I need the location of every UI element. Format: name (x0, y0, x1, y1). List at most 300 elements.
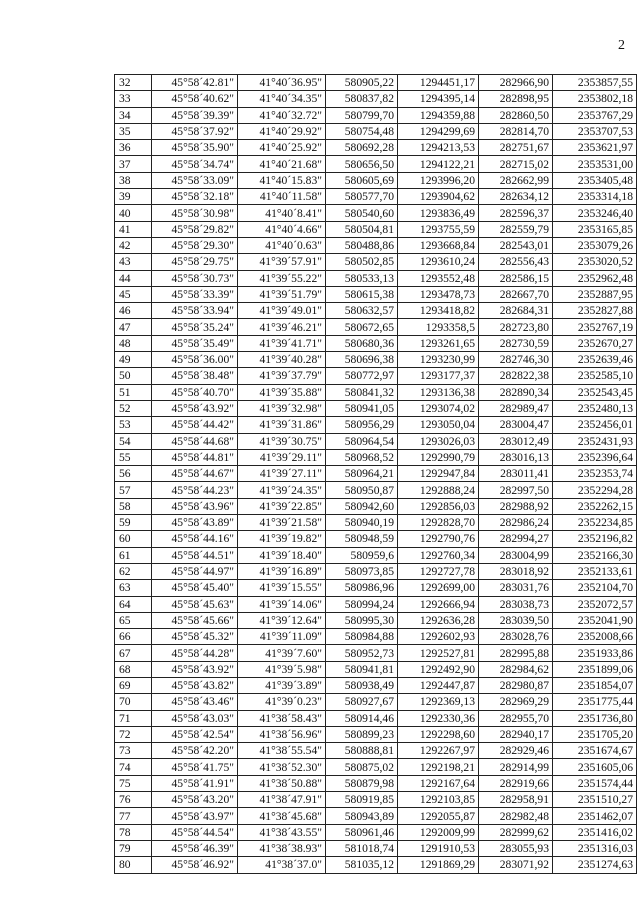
latitude-cell: 45°58´46.92" (152, 857, 238, 873)
table-row (115, 368, 637, 384)
y2-coordinate-cell: 2352585,10 (553, 368, 637, 384)
y-coordinate-cell: 1292167,64 (398, 775, 479, 791)
point-number-cell: 36 (115, 140, 152, 156)
y-coordinate-cell: 1292103,85 (398, 792, 479, 808)
point-number-cell: 75 (115, 775, 152, 791)
x2-coordinate-cell: 282919,66 (479, 775, 553, 791)
x2-coordinate-cell: 282730,59 (479, 335, 553, 351)
latitude-cell: 45°58´39.39" (152, 107, 238, 123)
x2-coordinate-cell: 282980,87 (479, 677, 553, 693)
latitude-cell: 45°58´29.82" (152, 221, 238, 237)
table-row (115, 107, 637, 123)
longitude-cell: 41°39´30.75" (238, 433, 326, 449)
latitude-cell: 45°58´40.62" (152, 91, 238, 107)
latitude-cell: 45°58´45.40" (152, 580, 238, 596)
x2-coordinate-cell: 282684,31 (479, 303, 553, 319)
point-number-cell: 42 (115, 237, 152, 253)
longitude-cell: 41°40´0.63" (238, 237, 326, 253)
table-row (115, 466, 637, 482)
y2-coordinate-cell: 2352767,19 (553, 319, 637, 335)
longitude-cell: 41°40´11.58" (238, 189, 326, 205)
x2-coordinate-cell: 282814,70 (479, 123, 553, 139)
x-coordinate-cell: 580656,50 (326, 156, 398, 172)
table-row (115, 319, 637, 335)
x2-coordinate-cell: 283071,92 (479, 857, 553, 873)
x2-coordinate-cell: 282751,67 (479, 140, 553, 156)
x-coordinate-cell: 580968,52 (326, 449, 398, 465)
y2-coordinate-cell: 2351899,06 (553, 661, 637, 677)
point-number-cell: 64 (115, 596, 152, 612)
x-coordinate-cell: 580943,89 (326, 808, 398, 824)
y-coordinate-cell: 1293230,99 (398, 352, 479, 368)
y-coordinate-cell: 1293836,49 (398, 205, 479, 221)
longitude-cell: 41°39´3.89" (238, 677, 326, 693)
x-coordinate-cell: 580994,24 (326, 596, 398, 612)
point-number-cell: 68 (115, 661, 152, 677)
longitude-cell: 41°39´19.82" (238, 531, 326, 547)
point-number-cell: 78 (115, 824, 152, 840)
longitude-cell: 41°38´47.91" (238, 792, 326, 808)
latitude-cell: 45°58´44.67" (152, 466, 238, 482)
x-coordinate-cell: 580940,19 (326, 515, 398, 531)
y-coordinate-cell: 1292699,00 (398, 580, 479, 596)
latitude-cell: 45°58´37.92" (152, 123, 238, 139)
y-coordinate-cell: 1293136,38 (398, 384, 479, 400)
y2-coordinate-cell: 2352431,93 (553, 433, 637, 449)
longitude-cell: 41°40´29.92" (238, 123, 326, 139)
latitude-cell: 45°58´33.09" (152, 172, 238, 188)
y2-coordinate-cell: 2352887,95 (553, 286, 637, 302)
table-row (115, 645, 637, 661)
x2-coordinate-cell: 282634,12 (479, 189, 553, 205)
longitude-cell: 41°39´35.88" (238, 384, 326, 400)
y2-coordinate-cell: 2353621,97 (553, 140, 637, 156)
table-row (115, 482, 637, 498)
table-row (115, 237, 637, 253)
x2-coordinate-cell: 282966,90 (479, 75, 553, 91)
latitude-cell: 45°58´44.16" (152, 531, 238, 547)
table-row (115, 759, 637, 775)
longitude-cell: 41°39´22.85" (238, 498, 326, 514)
table-row (115, 270, 637, 286)
x-coordinate-cell: 580605,69 (326, 172, 398, 188)
x-coordinate-cell: 580672,65 (326, 319, 398, 335)
y2-coordinate-cell: 2352262,15 (553, 498, 637, 514)
x-coordinate-cell: 580502,85 (326, 254, 398, 270)
table-row (115, 172, 637, 188)
y2-coordinate-cell: 2352456,01 (553, 417, 637, 433)
y-coordinate-cell: 1292330,36 (398, 710, 479, 726)
y-coordinate-cell: 1293610,24 (398, 254, 479, 270)
table-row (115, 840, 637, 856)
table-row (115, 156, 637, 172)
table-row (115, 205, 637, 221)
latitude-cell: 45°58´44.68" (152, 433, 238, 449)
table-row (115, 857, 637, 873)
y-coordinate-cell: 1294213,53 (398, 140, 479, 156)
longitude-cell: 41°39´32.98" (238, 400, 326, 416)
x2-coordinate-cell: 282994,27 (479, 531, 553, 547)
y-coordinate-cell: 1294395,14 (398, 91, 479, 107)
x-coordinate-cell: 580577,70 (326, 189, 398, 205)
x-coordinate-cell: 580941,81 (326, 661, 398, 677)
x-coordinate-cell: 580841,32 (326, 384, 398, 400)
longitude-cell: 41°38´58.43" (238, 710, 326, 726)
point-number-cell: 72 (115, 726, 152, 742)
x-coordinate-cell: 580799,70 (326, 107, 398, 123)
x2-coordinate-cell: 282988,92 (479, 498, 553, 514)
y2-coordinate-cell: 2353767,29 (553, 107, 637, 123)
x2-coordinate-cell: 283055,93 (479, 840, 553, 856)
latitude-cell: 45°58´29.30" (152, 237, 238, 253)
longitude-cell: 41°40´25.92" (238, 140, 326, 156)
y-coordinate-cell: 1291869,29 (398, 857, 479, 873)
x-coordinate-cell: 580914,46 (326, 710, 398, 726)
y-coordinate-cell: 1292009,99 (398, 824, 479, 840)
y2-coordinate-cell: 2352543,45 (553, 384, 637, 400)
longitude-cell: 41°40´32.72" (238, 107, 326, 123)
point-number-cell: 44 (115, 270, 152, 286)
x-coordinate-cell: 580959,6 (326, 547, 398, 563)
latitude-cell: 45°58´44.23" (152, 482, 238, 498)
x2-coordinate-cell: 283018,92 (479, 563, 553, 579)
y-coordinate-cell: 1293755,59 (398, 221, 479, 237)
latitude-cell: 45°58´43.89" (152, 515, 238, 531)
table-row (115, 352, 637, 368)
y-coordinate-cell: 1293026,03 (398, 433, 479, 449)
latitude-cell: 45°58´45.66" (152, 612, 238, 628)
latitude-cell: 45°58´35.24" (152, 319, 238, 335)
latitude-cell: 45°58´29.75" (152, 254, 238, 270)
point-number-cell: 67 (115, 645, 152, 661)
longitude-cell: 41°38´38.93" (238, 840, 326, 856)
x2-coordinate-cell: 282662,99 (479, 172, 553, 188)
x-coordinate-cell: 580950,87 (326, 482, 398, 498)
y2-coordinate-cell: 2352670,27 (553, 335, 637, 351)
x2-coordinate-cell: 282746,30 (479, 352, 553, 368)
table-row (115, 612, 637, 628)
table-row (115, 400, 637, 416)
x2-coordinate-cell: 282860,50 (479, 107, 553, 123)
x-coordinate-cell: 580986,96 (326, 580, 398, 596)
y2-coordinate-cell: 2352041,90 (553, 612, 637, 628)
table-row (115, 596, 637, 612)
x-coordinate-cell: 580879,98 (326, 775, 398, 791)
point-number-cell: 59 (115, 515, 152, 531)
y-coordinate-cell: 1292602,93 (398, 629, 479, 645)
longitude-cell: 41°39´15.55" (238, 580, 326, 596)
y2-coordinate-cell: 2352166,30 (553, 547, 637, 563)
latitude-cell: 45°58´44.42" (152, 417, 238, 433)
point-number-cell: 66 (115, 629, 152, 645)
x2-coordinate-cell: 283039,50 (479, 612, 553, 628)
longitude-cell: 41°39´0.23" (238, 694, 326, 710)
point-number-cell: 53 (115, 417, 152, 433)
longitude-cell: 41°38´52.30" (238, 759, 326, 775)
longitude-cell: 41°39´57.91" (238, 254, 326, 270)
point-number-cell: 40 (115, 205, 152, 221)
y2-coordinate-cell: 2352234,85 (553, 515, 637, 531)
longitude-cell: 41°39´51.79" (238, 286, 326, 302)
y2-coordinate-cell: 2353405,48 (553, 172, 637, 188)
x2-coordinate-cell: 282890,34 (479, 384, 553, 400)
y-coordinate-cell: 1294359,88 (398, 107, 479, 123)
longitude-cell: 41°39´40.28" (238, 352, 326, 368)
x2-coordinate-cell: 282586,15 (479, 270, 553, 286)
y-coordinate-cell: 1293552,48 (398, 270, 479, 286)
x2-coordinate-cell: 282559,79 (479, 221, 553, 237)
point-number-cell: 77 (115, 808, 152, 824)
point-number-cell: 63 (115, 580, 152, 596)
x-coordinate-cell: 580533,13 (326, 270, 398, 286)
x-coordinate-cell: 580540,60 (326, 205, 398, 221)
y2-coordinate-cell: 2351705,20 (553, 726, 637, 742)
x2-coordinate-cell: 282556,43 (479, 254, 553, 270)
x-coordinate-cell: 580888,81 (326, 743, 398, 759)
longitude-cell: 41°39´37.79" (238, 368, 326, 384)
y-coordinate-cell: 1293261,65 (398, 335, 479, 351)
latitude-cell: 45°58´43.97" (152, 808, 238, 824)
y2-coordinate-cell: 2352072,57 (553, 596, 637, 612)
x2-coordinate-cell: 282984,62 (479, 661, 553, 677)
latitude-cell: 45°58´41.91" (152, 775, 238, 791)
y-coordinate-cell: 1292790,76 (398, 531, 479, 547)
coordinates-table (114, 74, 637, 874)
point-number-cell: 34 (115, 107, 152, 123)
point-number-cell: 73 (115, 743, 152, 759)
point-number-cell: 61 (115, 547, 152, 563)
latitude-cell: 45°58´42.81" (152, 75, 238, 91)
page-number: 2 (618, 38, 625, 53)
x-coordinate-cell: 580964,21 (326, 466, 398, 482)
point-number-cell: 47 (115, 319, 152, 335)
point-number-cell: 79 (115, 840, 152, 856)
table-row (115, 140, 637, 156)
table-row (115, 91, 637, 107)
latitude-cell: 45°58´43.03" (152, 710, 238, 726)
x2-coordinate-cell: 283004,99 (479, 547, 553, 563)
y2-coordinate-cell: 2352480,13 (553, 400, 637, 416)
table-row (115, 661, 637, 677)
y-coordinate-cell: 1293996,20 (398, 172, 479, 188)
longitude-cell: 41°38´50.88" (238, 775, 326, 791)
latitude-cell: 45°58´43.92" (152, 661, 238, 677)
x-coordinate-cell: 581018,74 (326, 840, 398, 856)
table-row (115, 531, 637, 547)
y2-coordinate-cell: 2352353,74 (553, 466, 637, 482)
latitude-cell: 45°58´43.82" (152, 677, 238, 693)
x-coordinate-cell: 580754,48 (326, 123, 398, 139)
latitude-cell: 45°58´43.96" (152, 498, 238, 514)
x-coordinate-cell: 580680,36 (326, 335, 398, 351)
x-coordinate-cell: 580696,38 (326, 352, 398, 368)
longitude-cell: 41°40´34.35" (238, 91, 326, 107)
table-row (115, 335, 637, 351)
longitude-cell: 41°40´4.66" (238, 221, 326, 237)
table-row (115, 743, 637, 759)
table-row (115, 808, 637, 824)
x2-coordinate-cell: 283016,13 (479, 449, 553, 465)
point-number-cell: 70 (115, 694, 152, 710)
x-coordinate-cell: 580692,28 (326, 140, 398, 156)
latitude-cell: 45°58´41.75" (152, 759, 238, 775)
longitude-cell: 41°39´21.58" (238, 515, 326, 531)
longitude-cell: 41°39´7.60" (238, 645, 326, 661)
latitude-cell: 45°58´45.32" (152, 629, 238, 645)
y-coordinate-cell: 1294122,21 (398, 156, 479, 172)
y-coordinate-cell: 1292369,13 (398, 694, 479, 710)
latitude-cell: 45°58´43.20" (152, 792, 238, 808)
y2-coordinate-cell: 2353531,00 (553, 156, 637, 172)
latitude-cell: 45°58´30.73" (152, 270, 238, 286)
y-coordinate-cell: 1292947,84 (398, 466, 479, 482)
x-coordinate-cell: 580615,38 (326, 286, 398, 302)
y2-coordinate-cell: 2351775,44 (553, 694, 637, 710)
y-coordinate-cell: 1292990,79 (398, 449, 479, 465)
point-number-cell: 69 (115, 677, 152, 693)
x2-coordinate-cell: 283028,76 (479, 629, 553, 645)
table-row (115, 123, 637, 139)
latitude-cell: 45°58´42.54" (152, 726, 238, 742)
point-number-cell: 49 (115, 352, 152, 368)
point-number-cell: 48 (115, 335, 152, 351)
x-coordinate-cell: 580837,82 (326, 91, 398, 107)
y2-coordinate-cell: 2352962,48 (553, 270, 637, 286)
longitude-cell: 41°39´12.64" (238, 612, 326, 628)
y-coordinate-cell: 1292828,70 (398, 515, 479, 531)
longitude-cell: 41°38´37.0" (238, 857, 326, 873)
x-coordinate-cell: 580875,02 (326, 759, 398, 775)
x2-coordinate-cell: 282999,62 (479, 824, 553, 840)
y-coordinate-cell: 1293418,82 (398, 303, 479, 319)
y-coordinate-cell: 1293050,04 (398, 417, 479, 433)
y-coordinate-cell: 1292888,24 (398, 482, 479, 498)
y-coordinate-cell: 1292298,60 (398, 726, 479, 742)
point-number-cell: 57 (115, 482, 152, 498)
longitude-cell: 41°39´16.89" (238, 563, 326, 579)
y2-coordinate-cell: 2352294,28 (553, 482, 637, 498)
point-number-cell: 38 (115, 172, 152, 188)
longitude-cell: 41°38´45.68" (238, 808, 326, 824)
y-coordinate-cell: 1293358,5 (398, 319, 479, 335)
y-coordinate-cell: 1293904,62 (398, 189, 479, 205)
point-number-cell: 58 (115, 498, 152, 514)
latitude-cell: 45°58´46.39" (152, 840, 238, 856)
table-row (115, 303, 637, 319)
y2-coordinate-cell: 2353707,53 (553, 123, 637, 139)
point-number-cell: 45 (115, 286, 152, 302)
x2-coordinate-cell: 282955,70 (479, 710, 553, 726)
x-coordinate-cell: 580488,86 (326, 237, 398, 253)
x-coordinate-cell: 581035,12 (326, 857, 398, 873)
table-row (115, 629, 637, 645)
x-coordinate-cell: 580899,23 (326, 726, 398, 742)
x-coordinate-cell: 580973,85 (326, 563, 398, 579)
y-coordinate-cell: 1292267,97 (398, 743, 479, 759)
x2-coordinate-cell: 283031,76 (479, 580, 553, 596)
x2-coordinate-cell: 282667,70 (479, 286, 553, 302)
point-number-cell: 43 (115, 254, 152, 270)
latitude-cell: 45°58´35.90" (152, 140, 238, 156)
x2-coordinate-cell: 282543,01 (479, 237, 553, 253)
y-coordinate-cell: 1294299,69 (398, 123, 479, 139)
longitude-cell: 41°39´18.40" (238, 547, 326, 563)
y-coordinate-cell: 1292760,34 (398, 547, 479, 563)
table-row (115, 254, 637, 270)
y-coordinate-cell: 1292492,90 (398, 661, 479, 677)
x-coordinate-cell: 580961,46 (326, 824, 398, 840)
table-row (115, 75, 637, 91)
point-number-cell: 33 (115, 91, 152, 107)
x2-coordinate-cell: 282989,47 (479, 400, 553, 416)
point-number-cell: 55 (115, 449, 152, 465)
y-coordinate-cell: 1292666,94 (398, 596, 479, 612)
latitude-cell: 45°58´32.18" (152, 189, 238, 205)
latitude-cell: 45°58´43.46" (152, 694, 238, 710)
x-coordinate-cell: 580504,81 (326, 221, 398, 237)
y2-coordinate-cell: 2353246,40 (553, 205, 637, 221)
latitude-cell: 45°58´40.70" (152, 384, 238, 400)
y-coordinate-cell: 1293668,84 (398, 237, 479, 253)
table-row (115, 563, 637, 579)
point-number-cell: 65 (115, 612, 152, 628)
x-coordinate-cell: 580632,57 (326, 303, 398, 319)
longitude-cell: 41°39´29.11" (238, 449, 326, 465)
point-number-cell: 46 (115, 303, 152, 319)
longitude-cell: 41°40´36.95" (238, 75, 326, 91)
y2-coordinate-cell: 2351933,86 (553, 645, 637, 661)
longitude-cell: 41°39´27.11" (238, 466, 326, 482)
y2-coordinate-cell: 2353314,18 (553, 189, 637, 205)
latitude-cell: 45°58´44.54" (152, 824, 238, 840)
point-number-cell: 60 (115, 531, 152, 547)
x2-coordinate-cell: 282986,24 (479, 515, 553, 531)
x-coordinate-cell: 580941,05 (326, 400, 398, 416)
latitude-cell: 45°58´44.97" (152, 563, 238, 579)
x2-coordinate-cell: 282997,50 (479, 482, 553, 498)
y2-coordinate-cell: 2351510,27 (553, 792, 637, 808)
table-row (115, 677, 637, 693)
y2-coordinate-cell: 2351574,44 (553, 775, 637, 791)
table-row (115, 433, 637, 449)
point-number-cell: 80 (115, 857, 152, 873)
x2-coordinate-cell: 282822,38 (479, 368, 553, 384)
x-coordinate-cell: 580919,85 (326, 792, 398, 808)
longitude-cell: 41°39´5.98" (238, 661, 326, 677)
longitude-cell: 41°39´41.71" (238, 335, 326, 351)
longitude-cell: 41°39´49.01" (238, 303, 326, 319)
x2-coordinate-cell: 282914,99 (479, 759, 553, 775)
latitude-cell: 45°58´33.94" (152, 303, 238, 319)
table-row (115, 775, 637, 791)
longitude-cell: 41°38´55.54" (238, 743, 326, 759)
x2-coordinate-cell: 282982,48 (479, 808, 553, 824)
y2-coordinate-cell: 2352104,70 (553, 580, 637, 596)
table-row (115, 824, 637, 840)
x2-coordinate-cell: 282596,37 (479, 205, 553, 221)
y2-coordinate-cell: 2353020,52 (553, 254, 637, 270)
latitude-cell: 45°58´44.28" (152, 645, 238, 661)
point-number-cell: 54 (115, 433, 152, 449)
y2-coordinate-cell: 2351605,06 (553, 759, 637, 775)
point-number-cell: 37 (115, 156, 152, 172)
y2-coordinate-cell: 2353079,26 (553, 237, 637, 253)
latitude-cell: 45°58´35.49" (152, 335, 238, 351)
latitude-cell: 45°58´44.51" (152, 547, 238, 563)
y2-coordinate-cell: 2352133,61 (553, 563, 637, 579)
point-number-cell: 71 (115, 710, 152, 726)
latitude-cell: 45°58´34.74" (152, 156, 238, 172)
